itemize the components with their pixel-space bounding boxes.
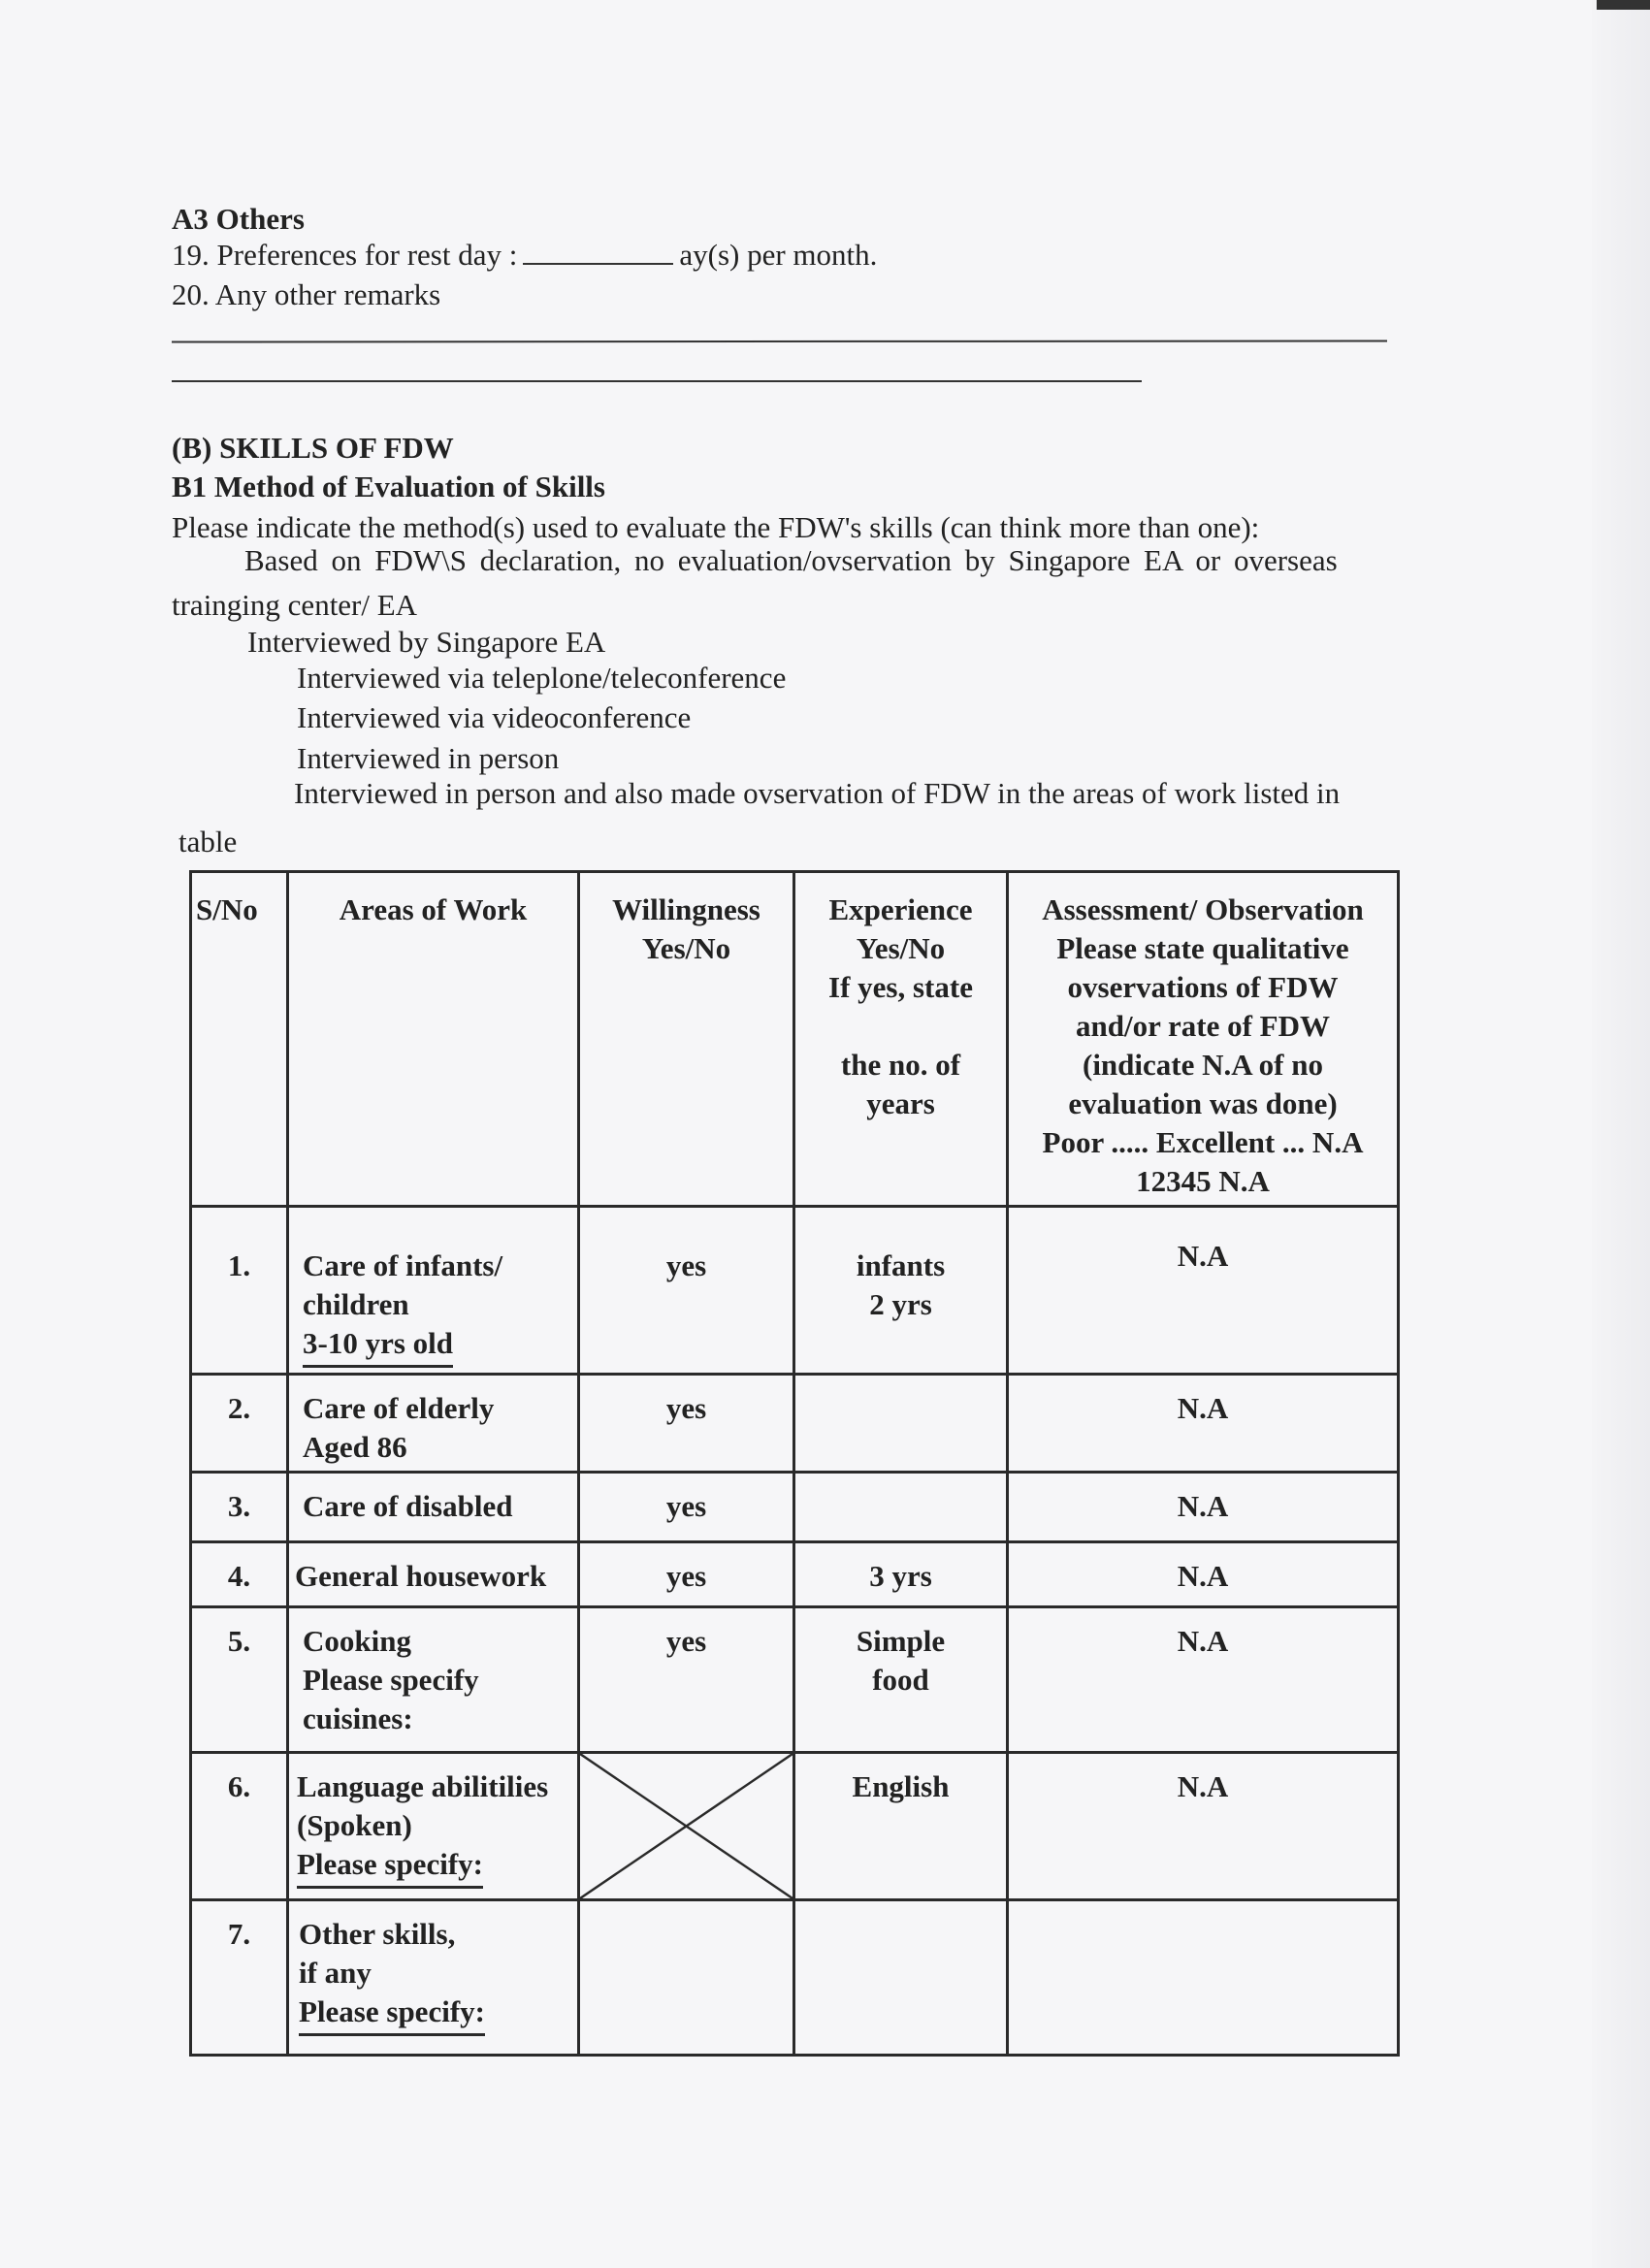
- row-number: 5.: [191, 1607, 288, 1753]
- method-interview-observation-line1: Interviewed in person and also made ovservation of FDW in the areas of work listed in: [294, 776, 1341, 810]
- row-experience[interactable]: English: [794, 1753, 1008, 1900]
- header-assessment-line: (indicate N.A of no: [1083, 1048, 1323, 1082]
- table-row: [191, 1207, 1399, 1375]
- header-assessment-line: 12345 N.A: [1136, 1164, 1270, 1198]
- row-area: Cooking Please specify cuisines:: [288, 1607, 579, 1753]
- rest-day-blank-field[interactable]: [523, 240, 673, 265]
- header-experience-line: [795, 1007, 1006, 1046]
- row-willingness[interactable]: [579, 1900, 794, 2056]
- row-assessment[interactable]: N.A: [1008, 1207, 1399, 1375]
- header-areas-of-work: Areas of Work: [288, 872, 579, 1207]
- method-interview-in-person: Interviewed in person: [297, 741, 560, 775]
- header-willingness-line: Yes/No: [641, 931, 731, 965]
- row-number: 6.: [191, 1753, 288, 1900]
- row-assessment[interactable]: N.A: [1008, 1473, 1399, 1542]
- row-assessment[interactable]: N.A: [1008, 1607, 1399, 1753]
- header-sno: S/No: [191, 872, 288, 1207]
- question-20: 20. Any other remarks: [172, 277, 441, 311]
- header-experience-line: years: [866, 1086, 935, 1120]
- section-a3-heading: A3 Others: [172, 202, 305, 236]
- row-assessment[interactable]: N.A: [1008, 1542, 1399, 1607]
- header-assessment-line: Please state qualitative: [1056, 931, 1349, 965]
- row-willingness-na-cell: [579, 1753, 794, 1900]
- table-row: [191, 1900, 1399, 2056]
- row-assessment[interactable]: N.A: [1008, 1375, 1399, 1473]
- table-row: [191, 1375, 1399, 1473]
- row-experience[interactable]: [794, 1375, 1008, 1473]
- method-declaration-line1: Based on FDW\S declaration, no evaluation/ovservation by Singapore EA or overseas: [244, 543, 1338, 577]
- table-row: [191, 1753, 1399, 1900]
- row-experience[interactable]: 3 yrs: [794, 1542, 1008, 1607]
- table-row: [191, 1607, 1399, 1753]
- skills-table: [189, 870, 1400, 2057]
- table-row: [191, 1542, 1399, 1607]
- row-assessment[interactable]: N.A: [1008, 1753, 1399, 1900]
- header-willingness-line: Willingness: [612, 892, 760, 926]
- section-b1-heading: B1 Method of Evaluation of Skills: [172, 470, 605, 503]
- row-number: 3.: [191, 1473, 288, 1542]
- scan-corner-mark: [1597, 0, 1650, 10]
- method-interview-telephone: Interviewed via teleplone/teleconference: [297, 661, 787, 695]
- header-assessment-line: Poor ..... Excellent ... N.A: [1042, 1125, 1364, 1159]
- row-area-cell: [288, 1753, 579, 1900]
- header-experience-line: Yes/No: [856, 931, 946, 965]
- row-number: 1.: [191, 1207, 288, 1375]
- method-interview-observation-line2: table: [178, 825, 238, 859]
- header-experience: [794, 872, 1008, 1207]
- remarks-line-2[interactable]: [172, 380, 1142, 382]
- row-area: Other skills, if any: [299, 1917, 456, 1990]
- row-willingness[interactable]: yes: [579, 1607, 794, 1753]
- row-area: Care of elderly Aged 86: [288, 1375, 579, 1473]
- table-header-row: [191, 872, 1399, 1207]
- question-19-label: 19. Preferences for rest day :: [172, 238, 518, 272]
- method-interview-video: Interviewed via videoconference: [297, 700, 692, 734]
- row-area: Language abilitilies (Spoken): [297, 1769, 549, 1842]
- row-number: 2.: [191, 1375, 288, 1473]
- row-experience[interactable]: Simple food: [794, 1607, 1008, 1753]
- row-area-cell: [288, 1207, 579, 1375]
- header-experience-line: Experience: [828, 892, 973, 926]
- header-experience-line: If yes, state: [828, 970, 973, 1004]
- method-declaration-line2: trainging center/ EA: [172, 588, 418, 622]
- method-interviewed-ea: Interviewed by Singapore EA: [247, 625, 606, 659]
- row-willingness[interactable]: yes: [579, 1473, 794, 1542]
- row-area: General housework: [288, 1542, 579, 1607]
- row-willingness[interactable]: yes: [579, 1542, 794, 1607]
- section-b-heading: (B) SKILLS OF FDW: [172, 431, 454, 465]
- header-assessment: [1008, 872, 1399, 1207]
- row-area-underlined: 3-10 yrs old: [303, 1324, 453, 1368]
- header-assessment-line: ovservations of FDW: [1067, 970, 1339, 1004]
- header-experience-line: the no. of: [840, 1048, 961, 1082]
- row-assessment[interactable]: [1008, 1900, 1399, 2056]
- question-19: [172, 238, 877, 273]
- question-19-suffix: ay(s) per month.: [679, 238, 878, 272]
- table-row: [191, 1473, 1399, 1542]
- row-experience[interactable]: [794, 1900, 1008, 2056]
- row-area-cell: [288, 1900, 579, 2056]
- remarks-line-1[interactable]: [172, 340, 1387, 342]
- row-area: Care of disabled: [288, 1473, 579, 1542]
- row-area: Care of infants/ children: [303, 1248, 503, 1321]
- page-edge: [1592, 0, 1650, 2268]
- row-number: 4.: [191, 1542, 288, 1607]
- row-willingness[interactable]: yes: [579, 1375, 794, 1473]
- header-assessment-line: evaluation was done): [1068, 1086, 1338, 1120]
- row-area-underlined: Please specify:: [297, 1845, 483, 1889]
- header-willingness: [579, 872, 794, 1207]
- header-assessment-line: Assessment/ Observation: [1042, 892, 1364, 926]
- row-willingness[interactable]: yes: [579, 1207, 794, 1375]
- row-experience[interactable]: [794, 1473, 1008, 1542]
- header-assessment-line: and/or rate of FDW: [1075, 1009, 1331, 1043]
- evaluation-intro: Please indicate the method(s) used to evaluate the FDW's skills (can think more than one):: [172, 510, 1260, 544]
- row-experience[interactable]: infants 2 yrs: [794, 1207, 1008, 1375]
- cross-out-icon: [580, 1754, 793, 1898]
- row-area-underlined: Please specify:: [299, 1993, 485, 2036]
- row-number: 7.: [191, 1900, 288, 2056]
